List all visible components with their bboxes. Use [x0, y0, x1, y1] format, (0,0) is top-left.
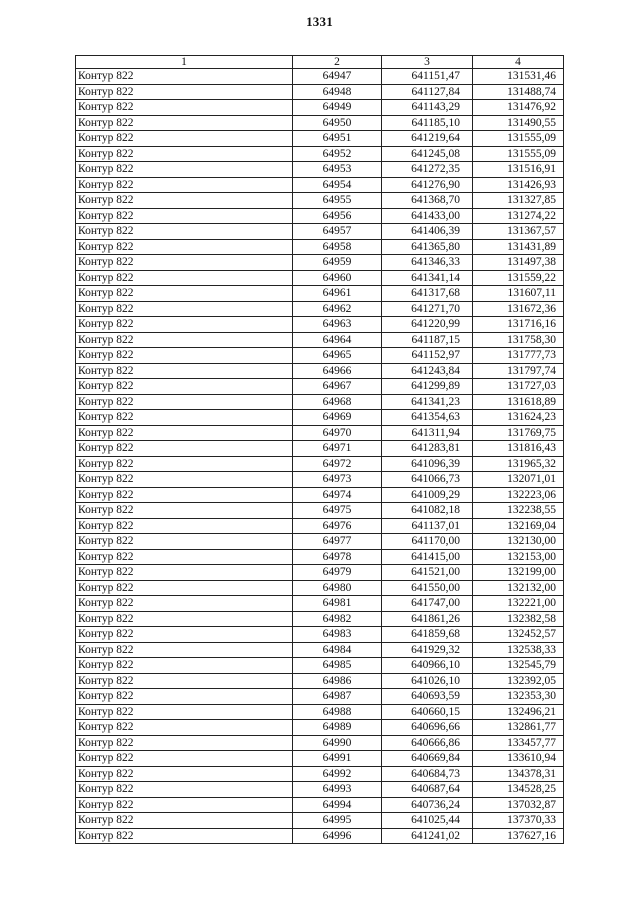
- contour-name-cell: Контур 822: [76, 363, 293, 379]
- x-coordinate-cell: 641152,97: [382, 348, 473, 364]
- point-number-cell: 64976: [293, 518, 382, 534]
- y-coordinate-cell: 132861,77: [473, 720, 564, 736]
- contour-name-cell: Контур 822: [76, 394, 293, 410]
- contour-name-cell: Контур 822: [76, 580, 293, 596]
- x-coordinate-cell: 641415,00: [382, 549, 473, 565]
- contour-name-cell: Контур 822: [76, 642, 293, 658]
- point-number-cell: 64965: [293, 348, 382, 364]
- x-coordinate-cell: 640669,84: [382, 751, 473, 767]
- x-coordinate-cell: 641185,10: [382, 115, 473, 131]
- contour-name-cell: Контур 822: [76, 782, 293, 798]
- y-coordinate-cell: 131758,30: [473, 332, 564, 348]
- point-number-cell: 64949: [293, 100, 382, 116]
- table-row: [76, 317, 564, 333]
- x-coordinate-cell: 641219,64: [382, 131, 473, 147]
- table-row: [76, 534, 564, 550]
- contour-name-cell: Контур 822: [76, 813, 293, 829]
- y-coordinate-cell: 131624,23: [473, 410, 564, 426]
- table-row: [76, 627, 564, 643]
- y-coordinate-cell: 131431,89: [473, 239, 564, 255]
- x-coordinate-cell: 641341,23: [382, 394, 473, 410]
- point-number-cell: 64989: [293, 720, 382, 736]
- x-coordinate-cell: 641127,84: [382, 84, 473, 100]
- y-coordinate-cell: 134528,25: [473, 782, 564, 798]
- x-coordinate-cell: 641187,15: [382, 332, 473, 348]
- x-coordinate-cell: 641276,90: [382, 177, 473, 193]
- table-row: [76, 518, 564, 534]
- y-coordinate-cell: 131476,92: [473, 100, 564, 116]
- table-row: [76, 704, 564, 720]
- point-number-cell: 64969: [293, 410, 382, 426]
- table-row: [76, 84, 564, 100]
- table-row: [76, 828, 564, 844]
- x-coordinate-cell: 641241,02: [382, 828, 473, 844]
- point-number-cell: 64959: [293, 255, 382, 271]
- x-coordinate-cell: 641346,33: [382, 255, 473, 271]
- point-number-cell: 64962: [293, 301, 382, 317]
- y-coordinate-cell: 131490,55: [473, 115, 564, 131]
- table-row: [76, 255, 564, 271]
- table-row: [76, 487, 564, 503]
- y-coordinate-cell: 132132,00: [473, 580, 564, 596]
- y-coordinate-cell: 132392,05: [473, 673, 564, 689]
- contour-name-cell: Контур 822: [76, 518, 293, 534]
- x-coordinate-cell: 641354,63: [382, 410, 473, 426]
- point-number-cell: 64970: [293, 425, 382, 441]
- point-number-cell: 64982: [293, 611, 382, 627]
- y-coordinate-cell: 131555,09: [473, 146, 564, 162]
- x-coordinate-cell: 640693,59: [382, 689, 473, 705]
- table-row: [76, 301, 564, 317]
- table-row: [76, 503, 564, 519]
- contour-name-cell: Контур 822: [76, 84, 293, 100]
- table-row: [76, 720, 564, 736]
- x-coordinate-cell: 641365,80: [382, 239, 473, 255]
- table-row: [76, 115, 564, 131]
- point-number-cell: 64988: [293, 704, 382, 720]
- contour-name-cell: Контур 822: [76, 348, 293, 364]
- contour-name-cell: Контур 822: [76, 472, 293, 488]
- point-number-cell: 64984: [293, 642, 382, 658]
- table-row: [76, 565, 564, 581]
- x-coordinate-cell: 641299,89: [382, 379, 473, 395]
- table-row: [76, 379, 564, 395]
- table-row: [76, 456, 564, 472]
- y-coordinate-cell: 132538,33: [473, 642, 564, 658]
- y-coordinate-cell: 132545,79: [473, 658, 564, 674]
- y-coordinate-cell: 131274,22: [473, 208, 564, 224]
- y-coordinate-cell: 132153,00: [473, 549, 564, 565]
- table-row: [76, 689, 564, 705]
- y-coordinate-cell: 131531,46: [473, 69, 564, 85]
- table-row: [76, 766, 564, 782]
- point-number-cell: 64995: [293, 813, 382, 829]
- y-coordinate-cell: 132496,21: [473, 704, 564, 720]
- x-coordinate-cell: 641137,01: [382, 518, 473, 534]
- x-coordinate-cell: 640966,10: [382, 658, 473, 674]
- contour-name-cell: Контур 822: [76, 441, 293, 457]
- point-number-cell: 64955: [293, 193, 382, 209]
- table-row: [76, 611, 564, 627]
- x-coordinate-cell: 641170,00: [382, 534, 473, 550]
- x-coordinate-cell: 641066,73: [382, 472, 473, 488]
- contour-name-cell: Контур 822: [76, 146, 293, 162]
- x-coordinate-cell: 641220,99: [382, 317, 473, 333]
- x-coordinate-cell: 641747,00: [382, 596, 473, 612]
- x-coordinate-cell: 641550,00: [382, 580, 473, 596]
- x-coordinate-cell: 640666,86: [382, 735, 473, 751]
- column-header-1: 1: [76, 56, 293, 69]
- x-coordinate-cell: 641082,18: [382, 503, 473, 519]
- x-coordinate-cell: 641271,70: [382, 301, 473, 317]
- contour-name-cell: Контур 822: [76, 177, 293, 193]
- point-number-cell: 64972: [293, 456, 382, 472]
- x-coordinate-cell: 641317,68: [382, 286, 473, 302]
- contour-name-cell: Контур 822: [76, 332, 293, 348]
- contour-name-cell: Контур 822: [76, 255, 293, 271]
- y-coordinate-cell: 131618,89: [473, 394, 564, 410]
- contour-name-cell: Контур 822: [76, 301, 293, 317]
- table-row: [76, 596, 564, 612]
- contour-name-cell: Контур 822: [76, 425, 293, 441]
- contour-name-cell: Контур 822: [76, 534, 293, 550]
- contour-name-cell: Контур 822: [76, 69, 293, 85]
- x-coordinate-cell: 641143,29: [382, 100, 473, 116]
- point-number-cell: 64966: [293, 363, 382, 379]
- point-number-cell: 64967: [293, 379, 382, 395]
- point-number-cell: 64948: [293, 84, 382, 100]
- x-coordinate-cell: 641025,44: [382, 813, 473, 829]
- y-coordinate-cell: 132238,55: [473, 503, 564, 519]
- point-number-cell: 64994: [293, 797, 382, 813]
- table-row: [76, 286, 564, 302]
- contour-name-cell: Контур 822: [76, 286, 293, 302]
- y-coordinate-cell: 131769,75: [473, 425, 564, 441]
- contour-name-cell: Контур 822: [76, 100, 293, 116]
- contour-name-cell: Контур 822: [76, 193, 293, 209]
- contour-name-cell: Контур 822: [76, 658, 293, 674]
- y-coordinate-cell: 137627,16: [473, 828, 564, 844]
- y-coordinate-cell: 131367,57: [473, 224, 564, 240]
- table-row: [76, 782, 564, 798]
- table-row: [76, 797, 564, 813]
- point-number-cell: 64986: [293, 673, 382, 689]
- y-coordinate-cell: 131797,74: [473, 363, 564, 379]
- y-coordinate-cell: 131727,03: [473, 379, 564, 395]
- x-coordinate-cell: 641096,39: [382, 456, 473, 472]
- y-coordinate-cell: 134378,31: [473, 766, 564, 782]
- y-coordinate-cell: 132130,00: [473, 534, 564, 550]
- point-number-cell: 64980: [293, 580, 382, 596]
- y-coordinate-cell: 131965,32: [473, 456, 564, 472]
- x-coordinate-cell: 641245,08: [382, 146, 473, 162]
- contour-name-cell: Контур 822: [76, 487, 293, 503]
- point-number-cell: 64964: [293, 332, 382, 348]
- y-coordinate-cell: 131672,36: [473, 301, 564, 317]
- point-number-cell: 64983: [293, 627, 382, 643]
- y-coordinate-cell: 132071,01: [473, 472, 564, 488]
- page-number: 1331: [306, 14, 333, 29]
- point-number-cell: 64996: [293, 828, 382, 844]
- table-row: [76, 472, 564, 488]
- x-coordinate-cell: 641861,26: [382, 611, 473, 627]
- coordinates-table: [75, 55, 564, 844]
- point-number-cell: 64991: [293, 751, 382, 767]
- y-coordinate-cell: 131777,73: [473, 348, 564, 364]
- table-row: [76, 751, 564, 767]
- contour-name-cell: Контур 822: [76, 720, 293, 736]
- point-number-cell: 64968: [293, 394, 382, 410]
- x-coordinate-cell: 641368,70: [382, 193, 473, 209]
- y-coordinate-cell: 132223,06: [473, 487, 564, 503]
- point-number-cell: 64956: [293, 208, 382, 224]
- contour-name-cell: Контур 822: [76, 224, 293, 240]
- contour-name-cell: Контур 822: [76, 270, 293, 286]
- table-header-row: [76, 56, 564, 69]
- y-coordinate-cell: 132169,04: [473, 518, 564, 534]
- table-body: [76, 69, 564, 844]
- table-row: [76, 332, 564, 348]
- contour-name-cell: Контур 822: [76, 410, 293, 426]
- contour-name-cell: Контур 822: [76, 828, 293, 844]
- contour-name-cell: Контур 822: [76, 797, 293, 813]
- point-number-cell: 64993: [293, 782, 382, 798]
- column-header-2: 2: [293, 56, 382, 69]
- table-row: [76, 658, 564, 674]
- point-number-cell: 64987: [293, 689, 382, 705]
- point-number-cell: 64947: [293, 69, 382, 85]
- y-coordinate-cell: 131488,74: [473, 84, 564, 100]
- y-coordinate-cell: 132199,00: [473, 565, 564, 581]
- contour-name-cell: Контур 822: [76, 131, 293, 147]
- point-number-cell: 64950: [293, 115, 382, 131]
- contour-name-cell: Контур 822: [76, 689, 293, 705]
- contour-name-cell: Контур 822: [76, 379, 293, 395]
- table-row: [76, 410, 564, 426]
- table-row: [76, 239, 564, 255]
- table-row: [76, 441, 564, 457]
- y-coordinate-cell: 131516,91: [473, 162, 564, 178]
- point-number-cell: 64953: [293, 162, 382, 178]
- x-coordinate-cell: 641433,00: [382, 208, 473, 224]
- y-coordinate-cell: 132221,00: [473, 596, 564, 612]
- contour-name-cell: Контур 822: [76, 735, 293, 751]
- table-row: [76, 100, 564, 116]
- table-row: [76, 193, 564, 209]
- x-coordinate-cell: 641151,47: [382, 69, 473, 85]
- point-number-cell: 64958: [293, 239, 382, 255]
- x-coordinate-cell: 641009,29: [382, 487, 473, 503]
- x-coordinate-cell: 641311,94: [382, 425, 473, 441]
- table-row: [76, 224, 564, 240]
- x-coordinate-cell: 641272,35: [382, 162, 473, 178]
- x-coordinate-cell: 641521,00: [382, 565, 473, 581]
- table-row: [76, 673, 564, 689]
- x-coordinate-cell: 640696,66: [382, 720, 473, 736]
- contour-name-cell: Контур 822: [76, 611, 293, 627]
- point-number-cell: 64975: [293, 503, 382, 519]
- y-coordinate-cell: 131716,16: [473, 317, 564, 333]
- y-coordinate-cell: 131555,09: [473, 131, 564, 147]
- point-number-cell: 64971: [293, 441, 382, 457]
- table-row: [76, 425, 564, 441]
- point-number-cell: 64977: [293, 534, 382, 550]
- table-row: [76, 162, 564, 178]
- x-coordinate-cell: 640736,24: [382, 797, 473, 813]
- point-number-cell: 64974: [293, 487, 382, 503]
- contour-name-cell: Контур 822: [76, 596, 293, 612]
- y-coordinate-cell: 131327,85: [473, 193, 564, 209]
- contour-name-cell: Контур 822: [76, 549, 293, 565]
- point-number-cell: 64957: [293, 224, 382, 240]
- point-number-cell: 64954: [293, 177, 382, 193]
- contour-name-cell: Контур 822: [76, 239, 293, 255]
- x-coordinate-cell: 641341,14: [382, 270, 473, 286]
- contour-name-cell: Контур 822: [76, 456, 293, 472]
- x-coordinate-cell: 641243,84: [382, 363, 473, 379]
- point-number-cell: 64973: [293, 472, 382, 488]
- x-coordinate-cell: 640660,15: [382, 704, 473, 720]
- table-row: [76, 642, 564, 658]
- contour-name-cell: Контур 822: [76, 766, 293, 782]
- point-number-cell: 64985: [293, 658, 382, 674]
- table-row: [76, 580, 564, 596]
- column-header-4: 4: [473, 56, 564, 69]
- table-row: [76, 549, 564, 565]
- table-row: [76, 813, 564, 829]
- x-coordinate-cell: 641929,32: [382, 642, 473, 658]
- table-row: [76, 348, 564, 364]
- x-coordinate-cell: 641859,68: [382, 627, 473, 643]
- contour-name-cell: Контур 822: [76, 627, 293, 643]
- x-coordinate-cell: 641406,39: [382, 224, 473, 240]
- x-coordinate-cell: 641026,10: [382, 673, 473, 689]
- contour-name-cell: Контур 822: [76, 751, 293, 767]
- x-coordinate-cell: 640684,73: [382, 766, 473, 782]
- contour-name-cell: Контур 822: [76, 673, 293, 689]
- point-number-cell: 64978: [293, 549, 382, 565]
- point-number-cell: 64951: [293, 131, 382, 147]
- point-number-cell: 64992: [293, 766, 382, 782]
- point-number-cell: 64979: [293, 565, 382, 581]
- contour-name-cell: Контур 822: [76, 208, 293, 224]
- table-row: [76, 69, 564, 85]
- contour-name-cell: Контур 822: [76, 565, 293, 581]
- y-coordinate-cell: 132353,30: [473, 689, 564, 705]
- contour-name-cell: Контур 822: [76, 317, 293, 333]
- y-coordinate-cell: 133610,94: [473, 751, 564, 767]
- contour-name-cell: Контур 822: [76, 503, 293, 519]
- contour-name-cell: Контур 822: [76, 115, 293, 131]
- point-number-cell: 64990: [293, 735, 382, 751]
- table-row: [76, 270, 564, 286]
- x-coordinate-cell: 641283,81: [382, 441, 473, 457]
- contour-name-cell: Контур 822: [76, 704, 293, 720]
- table-row: [76, 735, 564, 751]
- point-number-cell: 64961: [293, 286, 382, 302]
- y-coordinate-cell: 132452,57: [473, 627, 564, 643]
- contour-name-cell: Контур 822: [76, 162, 293, 178]
- point-number-cell: 64963: [293, 317, 382, 333]
- y-coordinate-cell: 137370,33: [473, 813, 564, 829]
- table-row: [76, 131, 564, 147]
- y-coordinate-cell: 133457,77: [473, 735, 564, 751]
- y-coordinate-cell: 131607,11: [473, 286, 564, 302]
- point-number-cell: 64981: [293, 596, 382, 612]
- table-row: [76, 177, 564, 193]
- table-row: [76, 363, 564, 379]
- y-coordinate-cell: 131426,93: [473, 177, 564, 193]
- point-number-cell: 64952: [293, 146, 382, 162]
- y-coordinate-cell: 131816,43: [473, 441, 564, 457]
- y-coordinate-cell: 131497,38: [473, 255, 564, 271]
- column-header-3: 3: [382, 56, 473, 69]
- y-coordinate-cell: 132382,58: [473, 611, 564, 627]
- y-coordinate-cell: 131559,22: [473, 270, 564, 286]
- table-row: [76, 208, 564, 224]
- x-coordinate-cell: 640687,64: [382, 782, 473, 798]
- point-number-cell: 64960: [293, 270, 382, 286]
- table-row: [76, 394, 564, 410]
- table-row: [76, 146, 564, 162]
- y-coordinate-cell: 137032,87: [473, 797, 564, 813]
